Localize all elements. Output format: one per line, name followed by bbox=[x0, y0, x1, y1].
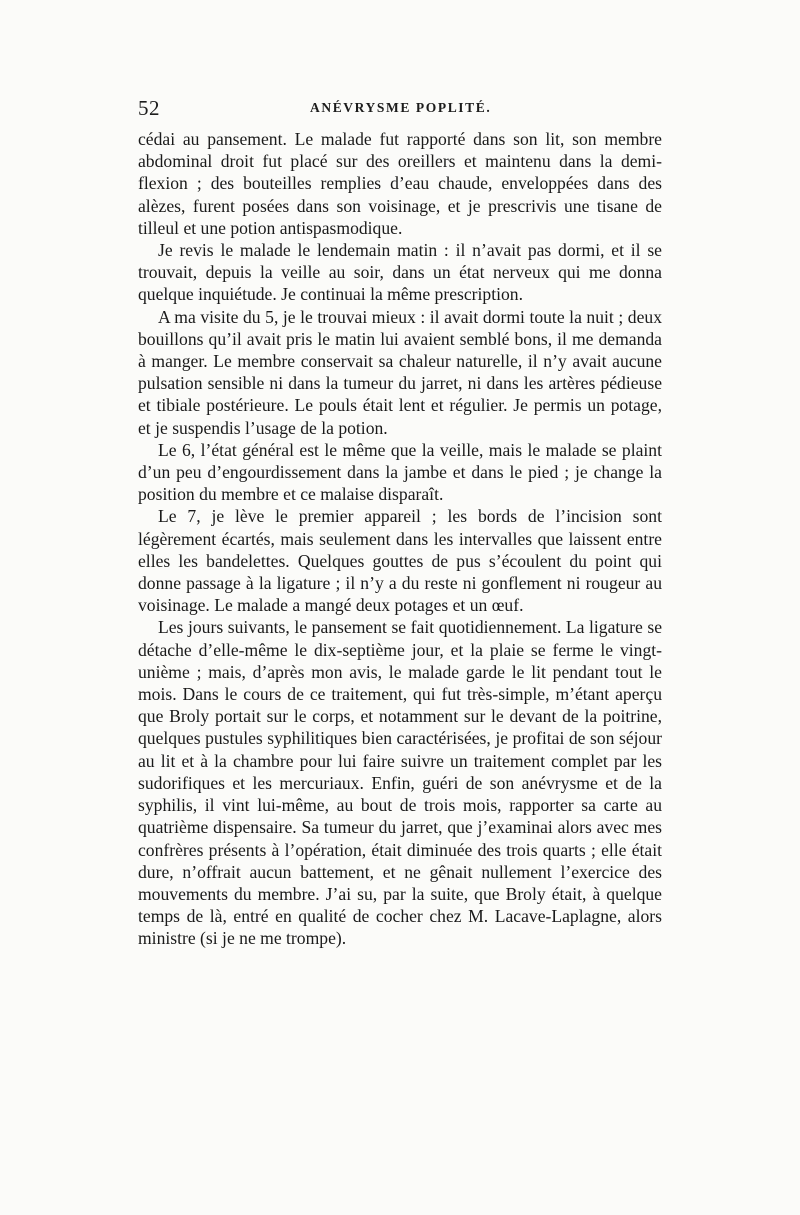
body-text bbox=[138, 128, 662, 950]
paragraph: Le 6, l’état général est le même que la veille, mais le malade se plaint d’un peu d’engourdissement dans la jambe et dans le pied ; je change la position du membre et ce malaise disparaît. bbox=[138, 439, 662, 505]
paragraph-continued: cédai au pansement. Le malade fut rapporté dans son lit, son membre abdominal droit fut placé sur des oreillers et maintenu dans la demi-flexion ; des bouteilles remplies d’eau chaude, enveloppées dans des alèzes, furent posées dans son voisinage, et je prescrivis une tisane de tilleul et une potion antispasmodique. bbox=[138, 129, 662, 238]
paragraph: Les jours suivants, le pansement se fait quotidiennement. La ligature se détache d’elle-même le dix-septième jour, et la plaie se ferme le vingt-unième ; mais, d’après mon avis, le malade garde le lit pendant tout le mois. Dans le cours de ce traitement, qui fut très-simple, m’étant aperçu que Broly portait sur le corps, et notamment sur le devant de la poitrine, quelques pustules syphilitiques bien caractérisées, je profitai de son séjour au lit et à la chambre pour lui faire suivre un traitement complet par les sudorifiques et les mercuriaux. Enfin, guéri de son anévrysme et de la syphilis, il vint lui-même, au bout de trois mois, rapporter sa carte au quatrième dispensaire. Sa tumeur du jarret, que j’examinai alors avec mes confrères présents à l’opération, était diminuée des trois quarts ; elle était dure, n’offrait aucun battement, et ne gênait nullement l’exercice des mouvements du membre. J’ai su, par la suite, que Broly était, à quelque temps de là, entré en qualité de cocher chez M. Lacave-Laplagne, alors ministre (si je ne me trompe). bbox=[138, 617, 662, 949]
paragraph: Le 7, je lève le premier appareil ; les bords de l’incision sont légèrement écartés, mais seulement dans les intervalles que laissent entre elles les bandelettes. Quelques gouttes de pus s’écoulent du point qui donne passage à la ligature ; il n’y a du reste ni gonflement ni rougeur au voisinage. Le malade a mangé deux potages et un œuf. bbox=[138, 506, 662, 616]
running-head bbox=[138, 96, 666, 124]
paragraph: Je revis le malade le lendemain matin : il n’avait pas dormi, et il se trouvait, depuis la veille au soir, dans un état nerveux qui me donna quelque inquiétude. Je continuai la même prescription. bbox=[138, 240, 662, 305]
page-number: 52 bbox=[138, 96, 160, 120]
paragraph: A ma visite du 5, je le trouvai mieux : il avait dormi toute la nuit ; deux bouillons qu’il avait pris le matin lui avaient semblé bons, il me demanda à manger. Le membre conservait sa chaleur naturelle, il n’y avait aucune pulsation sensible ni dans la tumeur du jarret, ni dans les artères pédieuse et tibiale postérieure. Le pouls était lent et régulier. Je permis un potage, et je suspendis l’usage de la potion. bbox=[138, 306, 662, 438]
running-title: ANÉVRYSME POPLITÉ. bbox=[310, 100, 492, 115]
